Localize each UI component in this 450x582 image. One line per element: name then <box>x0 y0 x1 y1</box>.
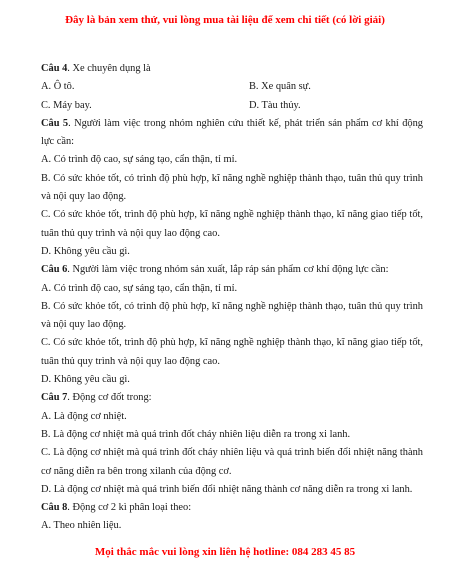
answer-option: A. Theo nhiên liệu. <box>41 520 122 532</box>
question-text: . Xe chuyên dụng là <box>67 63 151 74</box>
answer-option: B. Có sức khỏe tốt, có trình độ phù hợp, kĩ năng nghề nghiệp thành thạo, tuân thủ quy trình và nội quy lao động. <box>41 300 423 331</box>
question-stem <box>41 261 423 279</box>
question-label: Câu 7 <box>41 392 68 404</box>
question-label: Câu 8 <box>41 502 68 514</box>
question-block <box>41 499 423 536</box>
question-block <box>41 261 423 389</box>
question-stem <box>41 499 423 517</box>
answer-option: A. Có trình độ cao, sự sáng tạo, cẩn thận, tỉ mỉ. <box>41 154 238 166</box>
question-list <box>41 60 423 536</box>
answer-option: A. Có trình độ cao, sự sáng tạo, cẩn thận, tỉ mỉ. <box>41 282 238 294</box>
question-label: Câu 5 <box>41 117 69 129</box>
question-stem <box>41 115 423 152</box>
question-text: . Động cơ 2 kì phân loại theo: <box>67 502 192 514</box>
question-label: Câu 4 <box>41 63 68 74</box>
answer-option: C. Máy bay. <box>41 99 92 111</box>
answer-option: C. Là động cơ nhiệt mà quá trình đốt cháy nhiên liệu và quá trình biến đổi nhiệt năng thành cơ năng diễn ra bên trong xilanh của động cơ. <box>41 447 423 477</box>
answer-row <box>41 97 423 115</box>
answer-option: D. Tàu thủy. <box>249 99 301 111</box>
answer-option: C. Có sức khỏe tốt, trình độ phù hợp, kĩ năng nghề nghiệp thành thạo, kĩ năng giao tiếp tốt, tuân thủ quy trình và nội quy lao động cao. <box>41 209 423 239</box>
question-text: . Người làm việc trong nhóm sản xuất, lắp ráp sản phẩm cơ khí động lực cần: <box>67 264 389 276</box>
hotline-footer-banner: Mọi thắc mắc vui lòng xin liên hệ hotline: 084 283 45 85 <box>94 546 356 558</box>
question-block <box>41 115 423 261</box>
question-text: . Động cơ đốt trong: <box>67 392 152 404</box>
answer-option: D. Không yêu cầu gì. <box>41 374 130 386</box>
question-stem <box>41 60 423 78</box>
answer-option: D. Là động cơ nhiệt mà quá trình biến đổi nhiệt năng thành cơ năng diễn ra trong xi lanh. <box>41 483 413 495</box>
question-label: Câu 6 <box>41 264 68 276</box>
answer-row <box>41 78 423 96</box>
answer-option: A. Ô tô. <box>41 81 75 93</box>
answer-option: A. Là động cơ nhiệt. <box>41 410 127 422</box>
question-block <box>41 60 423 115</box>
answer-option: D. Không yêu cầu gì. <box>41 245 130 257</box>
question-text: . Người làm việc trong nhóm nghiên cứu thiết kế, phát triển sản phẩm cơ khí động lực cần: <box>41 117 424 148</box>
preview-notice-banner: Đây là bản xem thử, vui lòng mua tài liệu để xem chi tiết (có lời giải) <box>65 14 385 26</box>
question-stem <box>41 389 423 407</box>
answer-option: B. Xe quân sự. <box>249 81 311 93</box>
answer-option: B. Là động cơ nhiệt mà quá trình đốt cháy nhiên liệu diễn ra trong xi lanh. <box>41 428 351 440</box>
answer-option: B. Có sức khỏe tốt, có trình độ phù hợp, kĩ năng nghề nghiệp thành thạo, tuân thủ quy trình và nội quy lao động. <box>41 172 423 203</box>
question-block <box>41 389 423 499</box>
answer-option: C. Có sức khỏe tốt, trình độ phù hợp, kĩ năng nghề nghiệp thành thạo, kĩ năng giao tiếp tốt, tuân thủ quy trình và nội quy lao động cao. <box>41 337 423 367</box>
